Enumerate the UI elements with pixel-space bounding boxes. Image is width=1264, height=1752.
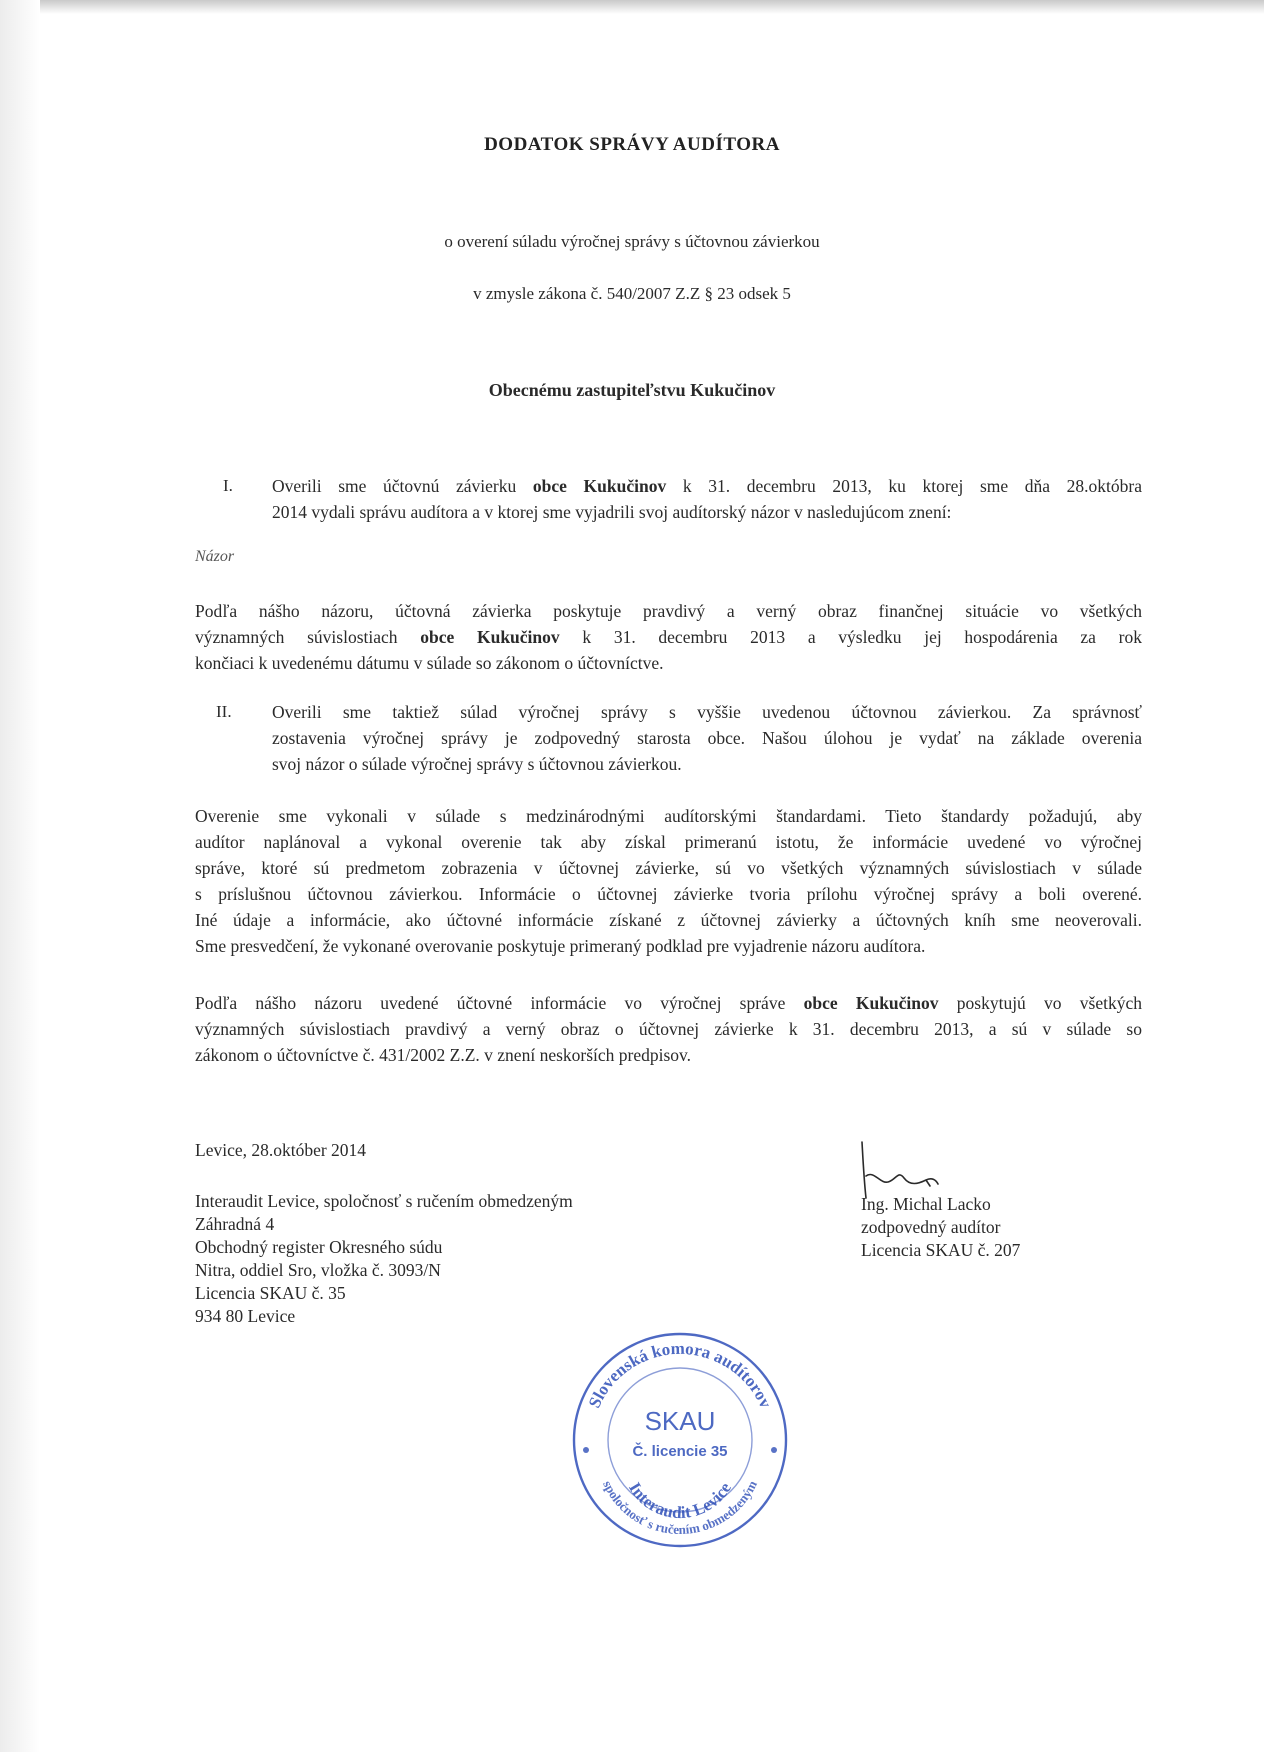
section-number-2: II. xyxy=(216,702,232,721)
company-postal: 934 80 Levice xyxy=(195,1306,296,1326)
auditor-name: Ing. Michal Lacko xyxy=(861,1194,991,1214)
methodology-line-1: Overenie sme vykonali v súlade s medzinárodnými audítorskými štandardami. Tieto štandardy požadujú, aby xyxy=(195,806,1142,826)
methodology-line-6: Sme presvedčení, že vykonané overovanie poskytuje primeraný podklad pre vyjadrenie názoru audítora. xyxy=(195,936,926,956)
methodology-paragraph xyxy=(195,803,1142,959)
methodology-line-2: audítor naplánoval a vykonal overenie tak aby získal primeranú istotu, že informácie uvedené vo výročnej xyxy=(195,832,1142,852)
conclusion-line-3: zákonom o účtovníctve č. 431/2002 Z.Z. v znení neskorších predpisov. xyxy=(195,1045,692,1065)
municipality-name: obce Kukučinov xyxy=(420,627,560,647)
text-run: poskytujú vo všetkých xyxy=(938,993,1142,1013)
methodology-line-5: Iné údaje a informácie, ako účtovné informácie získané z účtovnej závierky a účtovných kníh sme neoverovali. xyxy=(195,910,1142,930)
methodology-line-4: s príslušnou účtovnou závierkou. Informácie o účtovnej závierke tvoria prílohu výročnej správy a boli overené. xyxy=(195,884,1142,904)
company-name: Interaudit Levice, spoločnosť s ručením obmedzeným xyxy=(195,1191,573,1211)
auditor-signature xyxy=(840,1140,980,1200)
section-1-line-2: 2014 vydali správu audítora a v ktorej sme vyjadrili svoj audítorský názor v nasledujúcom znení: xyxy=(272,502,952,522)
auditor-role: zodpovedný audítor xyxy=(861,1217,1001,1237)
section-2-line-3: svoj názor o súlade výročnej správy s účtovnou závierkou. xyxy=(272,754,682,774)
stamp-inner-path: Interaudit Levice xyxy=(625,1479,735,1523)
legal-reference: v zmysle zákona č. 540/2007 Z.Z § 23 odsek 5 xyxy=(473,284,791,303)
stamp-center-text: SKAU xyxy=(644,1406,716,1436)
official-stamp xyxy=(570,1330,790,1550)
opinion-label: Názor xyxy=(195,548,235,565)
opinion-line-1: Podľa nášho názoru, účtovná závierka poskytuje pravdivý a verný obraz finančnej situácie vo všetkých xyxy=(195,601,1142,621)
stamp-license-text: Č. licencie 35 xyxy=(632,1443,728,1460)
municipality-name: obce Kukučinov xyxy=(532,476,667,496)
section-1-line-1 xyxy=(272,473,1142,499)
company-license: Licencia SKAU č. 35 xyxy=(195,1283,346,1303)
text-run: Overili sme účtovnú závierku xyxy=(272,476,533,496)
opinion-line-3: končiaci k uvedenému dátumu v súlade so zákonom o účtovníctve. xyxy=(195,653,664,673)
company-register: Obchodný register Okresného súdu xyxy=(195,1237,443,1257)
auditor-details xyxy=(861,1193,1121,1262)
auditor-license: Licencia SKAU č. 207 xyxy=(861,1240,1021,1260)
text-run: Podľa nášho názoru uvedené účtovné informácie vo výročnej správe xyxy=(195,993,804,1013)
methodology-line-3: správe, ktoré sú predmetom zobrazenia v účtovnej závierke, sú vo všetkých významných súvislostiach v súlade xyxy=(195,858,1142,878)
document-title: DODATOK SPRÁVY AUDÍTORA xyxy=(484,134,780,155)
place-and-date: Levice, 28.október 2014 xyxy=(195,1140,367,1160)
municipality-name: obce Kukučinov xyxy=(803,993,939,1013)
addressee: Obecnému zastupiteľstvu Kukučinov xyxy=(488,380,776,400)
company-street: Záhradná 4 xyxy=(195,1214,275,1234)
conclusion-line-2: významných súvislostiach pravdivý a verný obraz o účtovnej závierke k 31. decembru 2013, a sú v súlade so xyxy=(195,1019,1142,1039)
stamp-outer-top-path: Slovenská komora audítorov xyxy=(584,1338,776,1411)
section-2-line-1: Overili sme taktiež súlad výročnej správy s vyššie uvedenou účtovnou závierkou. Za správnosť xyxy=(272,702,1142,722)
opinion-paragraph xyxy=(195,598,1142,676)
conclusion-paragraph xyxy=(195,990,1142,1068)
section-2-text xyxy=(272,699,1142,777)
opinion-line-2 xyxy=(195,624,1142,650)
text-run: významných súvislostiach xyxy=(195,627,421,647)
section-2-line-2: zostavenia výročnej správy je zodpovedný starosta obce. Našou úlohou je vydať na základe overenia xyxy=(272,728,1142,748)
company-details xyxy=(195,1190,695,1328)
stamp-outer-bottom-path: spoločnosť s ručením obmedzeným xyxy=(600,1477,760,1538)
text-run: k 31. decembru 2013, ku ktorej sme dňa 28.októbra xyxy=(666,476,1142,496)
section-1-text xyxy=(272,473,1142,525)
text-run: k 31. decembru 2013 a výsledku jej hospodárenia za rok xyxy=(559,627,1142,647)
company-register-entry: Nitra, oddiel Sro, vložka č. 3093/N xyxy=(195,1260,441,1280)
stamp-outer-top-text xyxy=(585,1339,776,1411)
document-subtitle: o overení súladu výročnej správy s účtovnou závierkou xyxy=(444,232,820,251)
conclusion-line-1 xyxy=(195,990,1142,1016)
stamp-dot-left xyxy=(583,1447,589,1453)
stamp-dot-right xyxy=(771,1447,777,1453)
section-number-1: I. xyxy=(223,476,233,495)
